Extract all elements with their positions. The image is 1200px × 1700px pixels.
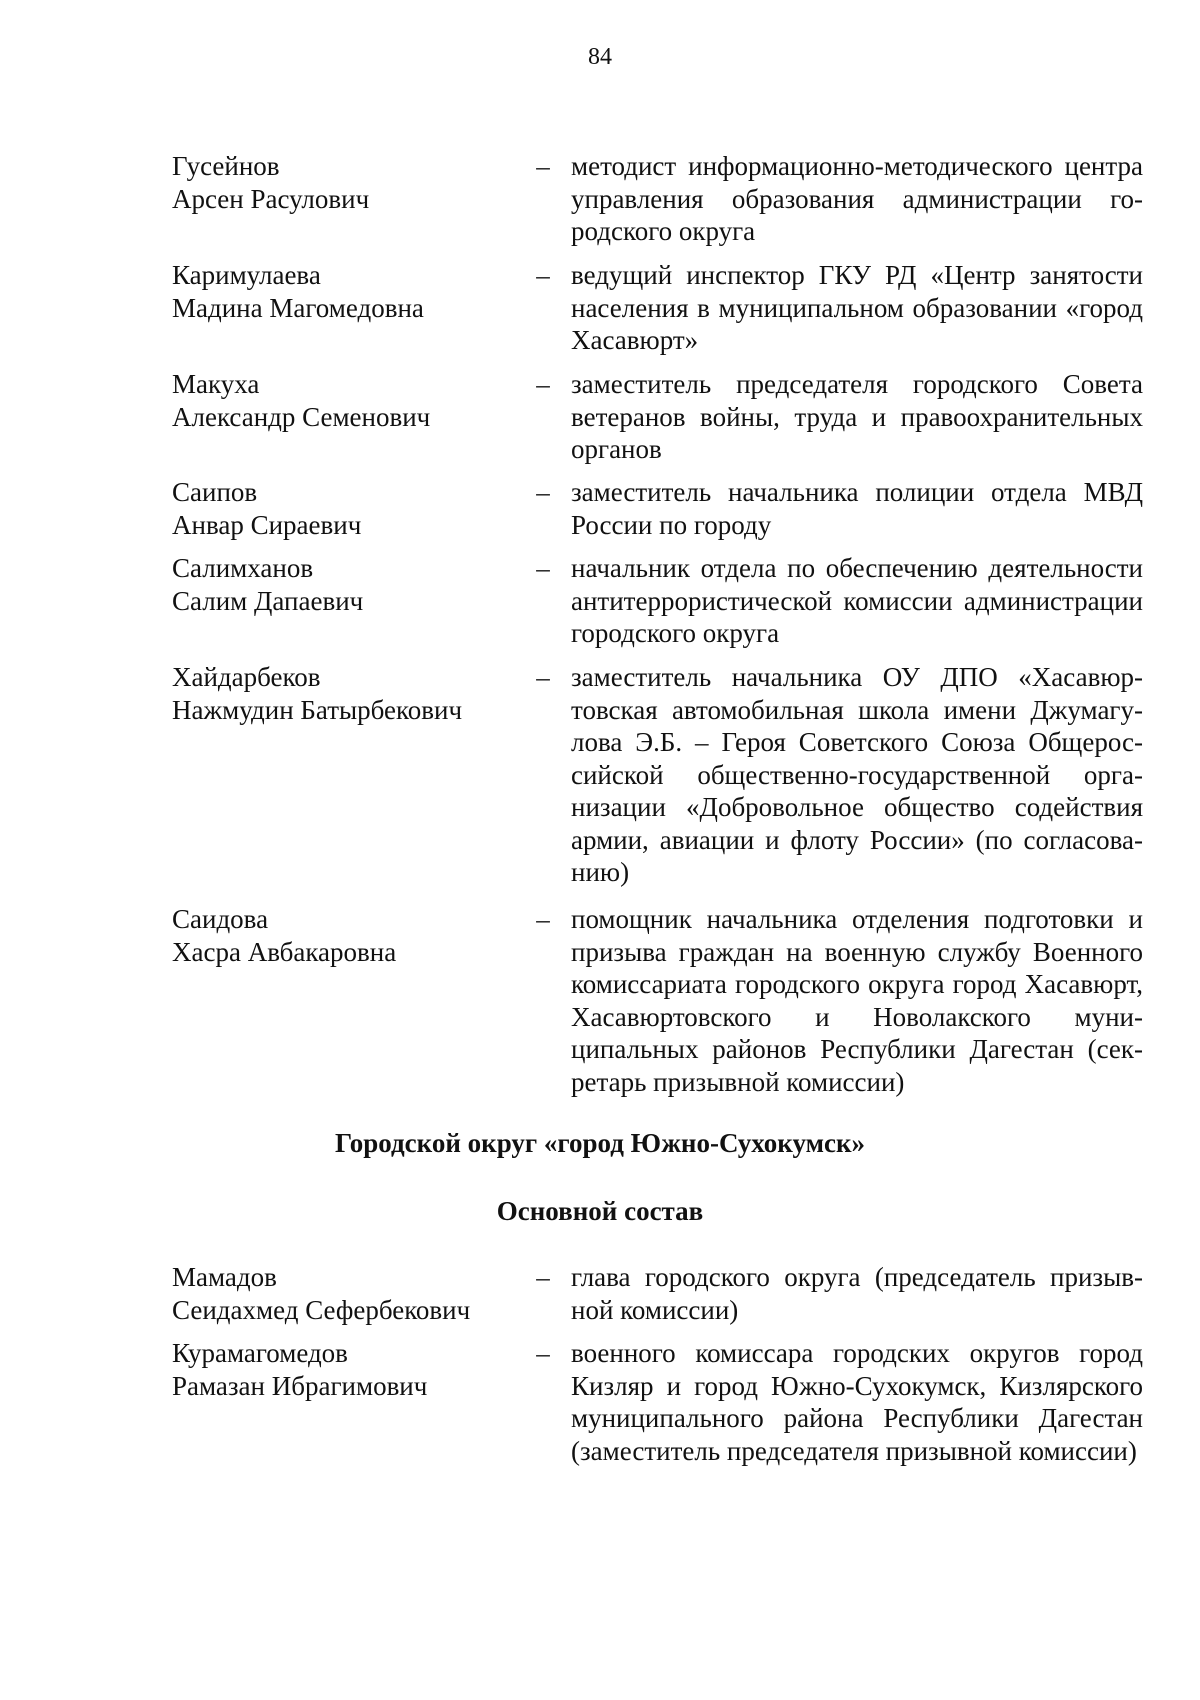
member-surname: Хайдарбеков — [172, 662, 321, 692]
entry-dash: – — [536, 151, 550, 181]
member-position: военного комиссара городских округов город Кизляр и город Южно-Сухокумск, Кизлярского муниципального района Республики Дагестан (заместитель председателя призывной комиссии) — [571, 1338, 1143, 1466]
entry-dash: – — [536, 369, 550, 399]
member-name — [172, 661, 532, 726]
member-name — [172, 150, 532, 215]
member-given-names: Сеидахмед Сефербекович — [172, 1294, 471, 1325]
entry-dash: – — [536, 477, 550, 507]
member-position: начальник отдела по обеспечению деятельности антитеррористической комиссии администрации городского округа — [571, 553, 1143, 648]
page-number: 84 — [588, 44, 612, 70]
member-position: глава городского округа (председатель призывной комиссии) — [571, 1262, 1143, 1325]
subsection-title: Основной состав — [496, 1196, 704, 1226]
member-position: помощник начальника отделения подготовки и призыва граждан на военную службу Военного комиссариата городского округа город Хасавюрт, Хасавюртовского и Новолакского муниципальных районов Республики Дагестан (секретарь призывной комиссии) — [571, 904, 1143, 1097]
member-given-names: Салим Дапаевич — [172, 585, 364, 616]
entry-dash: – — [536, 904, 550, 934]
entry-dash: – — [536, 662, 550, 692]
entry-dash: – — [536, 1262, 550, 1292]
member-surname: Макуха — [172, 369, 260, 399]
member-given-names: Рамазан Ибрагимович — [172, 1370, 428, 1401]
member-surname: Каримулаева — [172, 260, 321, 290]
member-given-names: Нажмудин Батырбекович — [172, 694, 463, 725]
member-given-names: Анвар Сираевич — [172, 509, 362, 540]
member-position: заместитель начальника ОУ ДПО «Хасавюртовская автомобильная школа имени Джумагулова Э.Б. – Героя Советского Союза Общероссийской общественно-государственной организации «Добровольное общество содействия армии, авиации и флоту России» (по согласованию) — [571, 662, 1143, 887]
entry-dash: – — [536, 260, 550, 290]
member-surname: Гусейнов — [172, 151, 280, 181]
member-name — [172, 903, 532, 968]
member-given-names: Хасра Авбакаровна — [172, 936, 397, 967]
entry-dash: – — [536, 1338, 550, 1368]
member-given-names: Александр Семенович — [172, 401, 431, 432]
member-given-names: Арсен Расулович — [172, 183, 370, 214]
member-name — [172, 259, 532, 324]
member-position: заместитель председателя городского Совета ветеранов войны, труда и правоохранительных органов — [571, 369, 1143, 464]
member-name — [172, 1261, 532, 1326]
member-surname: Мамадов — [172, 1262, 277, 1292]
member-surname: Курамагомедов — [172, 1338, 348, 1368]
member-position: заместитель начальника полиции отдела МВД России по городу — [571, 477, 1143, 540]
entry-dash: – — [536, 553, 550, 583]
section-title: Городской округ «город Южно-Сухокумск» — [334, 1128, 866, 1158]
member-name — [172, 1337, 532, 1402]
member-surname: Саидова — [172, 904, 269, 934]
member-name — [172, 476, 532, 541]
member-given-names: Мадина Магомедовна — [172, 292, 424, 323]
member-surname: Салимханов — [172, 553, 314, 583]
member-position: ведущий инспектор ГКУ РД «Центр занятости населения в муниципальном образовании «город Хасавюрт» — [571, 260, 1143, 355]
member-name — [172, 368, 532, 433]
member-surname: Саипов — [172, 477, 258, 507]
member-position: методист информационно-методического центра управления образования администрации городского округа — [571, 151, 1143, 246]
member-name — [172, 552, 532, 617]
